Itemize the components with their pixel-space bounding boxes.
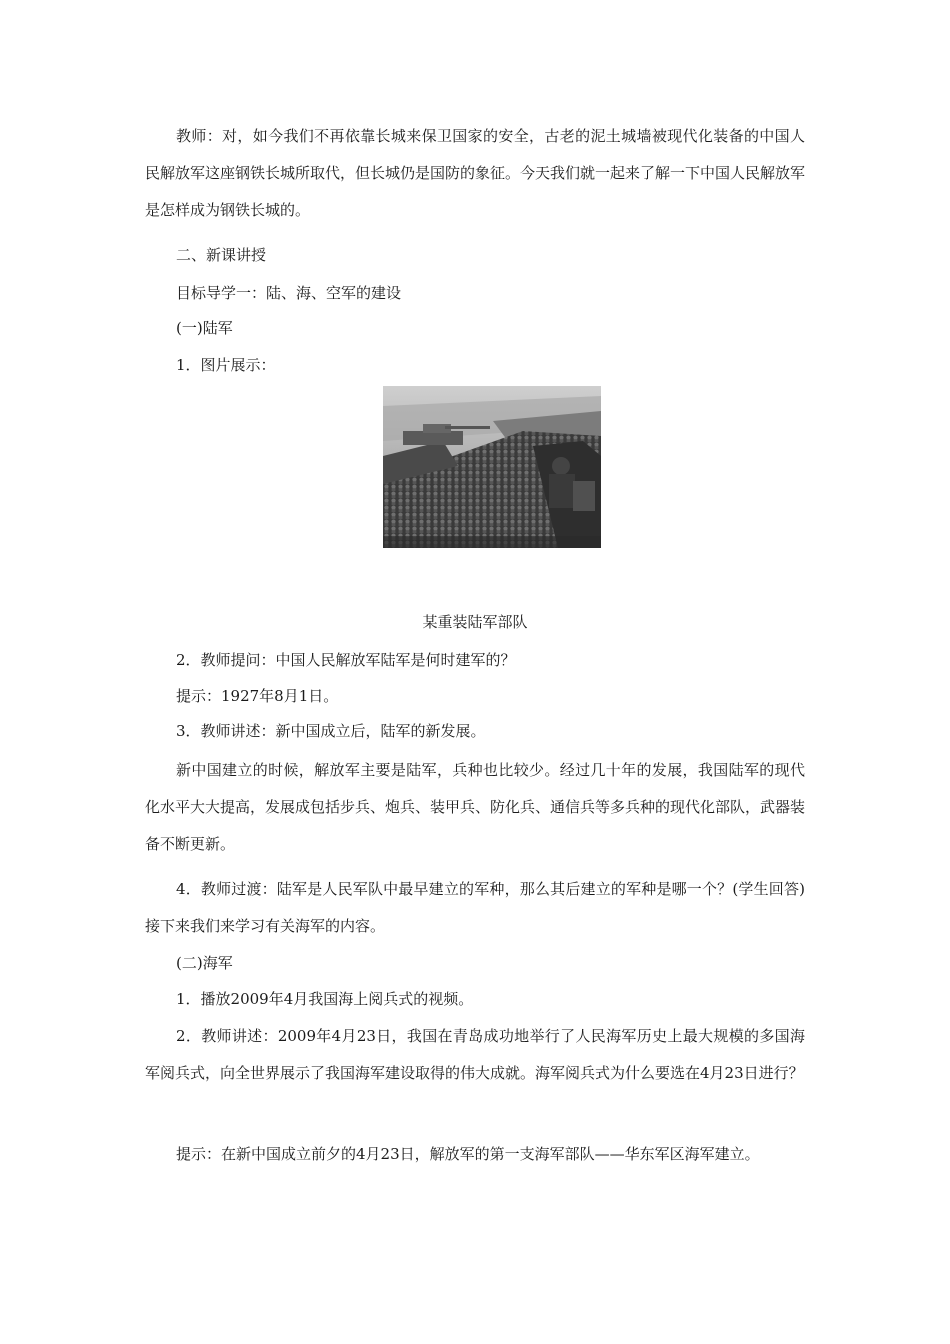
paragraph-transition: 4．教师过渡：陆军是人民军队中最早建立的军种，那么其后建立的军种是哪一个？(学生回答)接下来我们来学习有关海军的内容。 (145, 880, 805, 935)
picture-display-label: 1．图片展示： (176, 356, 276, 374)
paragraph-navy-hint: 提示：在新中国成立前夕的4月23日，解放军的第一支海军部队——华东军区海军建立。 (176, 1145, 760, 1163)
question-army-founding: 2．教师提问：中国人民解放军陆军是何时建军的？ (176, 651, 516, 669)
hint-army-date: 提示：1927年8月1日。 (176, 687, 339, 705)
photo-caption: 某重装陆军部队 (422, 613, 528, 631)
heading-goal-one: 目标导学一：陆、海、空军的建设 (176, 284, 402, 302)
army-parade-photo (383, 386, 601, 548)
paragraph-navy-review: 2．教师讲述：2009年4月23日，我国在青岛成功地举行了人民海军历史上最大规模的多国海军阅兵式，向全世界展示了我国海军建设取得的伟大成就。海军阅兵式为什么要选在4月23日进行？ (145, 1027, 805, 1082)
paragraph-intro: 教师：对，如今我们不再依靠长城来保卫国家的安全，古老的泥土城墙被现代化装备的中国人民解放军这座钢铁长城所取代，但长城仍是国防的象征。今天我们就一起来了解一下中国人民解放军是怎样成为钢铁长城的。 (145, 127, 806, 219)
heading-new-lesson: 二、新课讲授 (176, 246, 267, 264)
heading-navy: (二)海军 (176, 954, 233, 972)
video-instruction: 1．播放2009年4月我国海上阅兵式的视频。 (176, 990, 474, 1008)
paragraph-army-development: 新中国建立的时候，解放军主要是陆军，兵种也比较少。经过几十年的发展，我国陆军的现代化水平大大提高，发展成包括步兵、炮兵、装甲兵、防化兵、通信兵等多兵种的现代化部队，武器装备不断更新。 (145, 761, 806, 853)
heading-army: (一)陆军 (176, 319, 233, 337)
teacher-narration-army: 3．教师讲述：新中国成立后，陆军的新发展。 (176, 722, 486, 740)
